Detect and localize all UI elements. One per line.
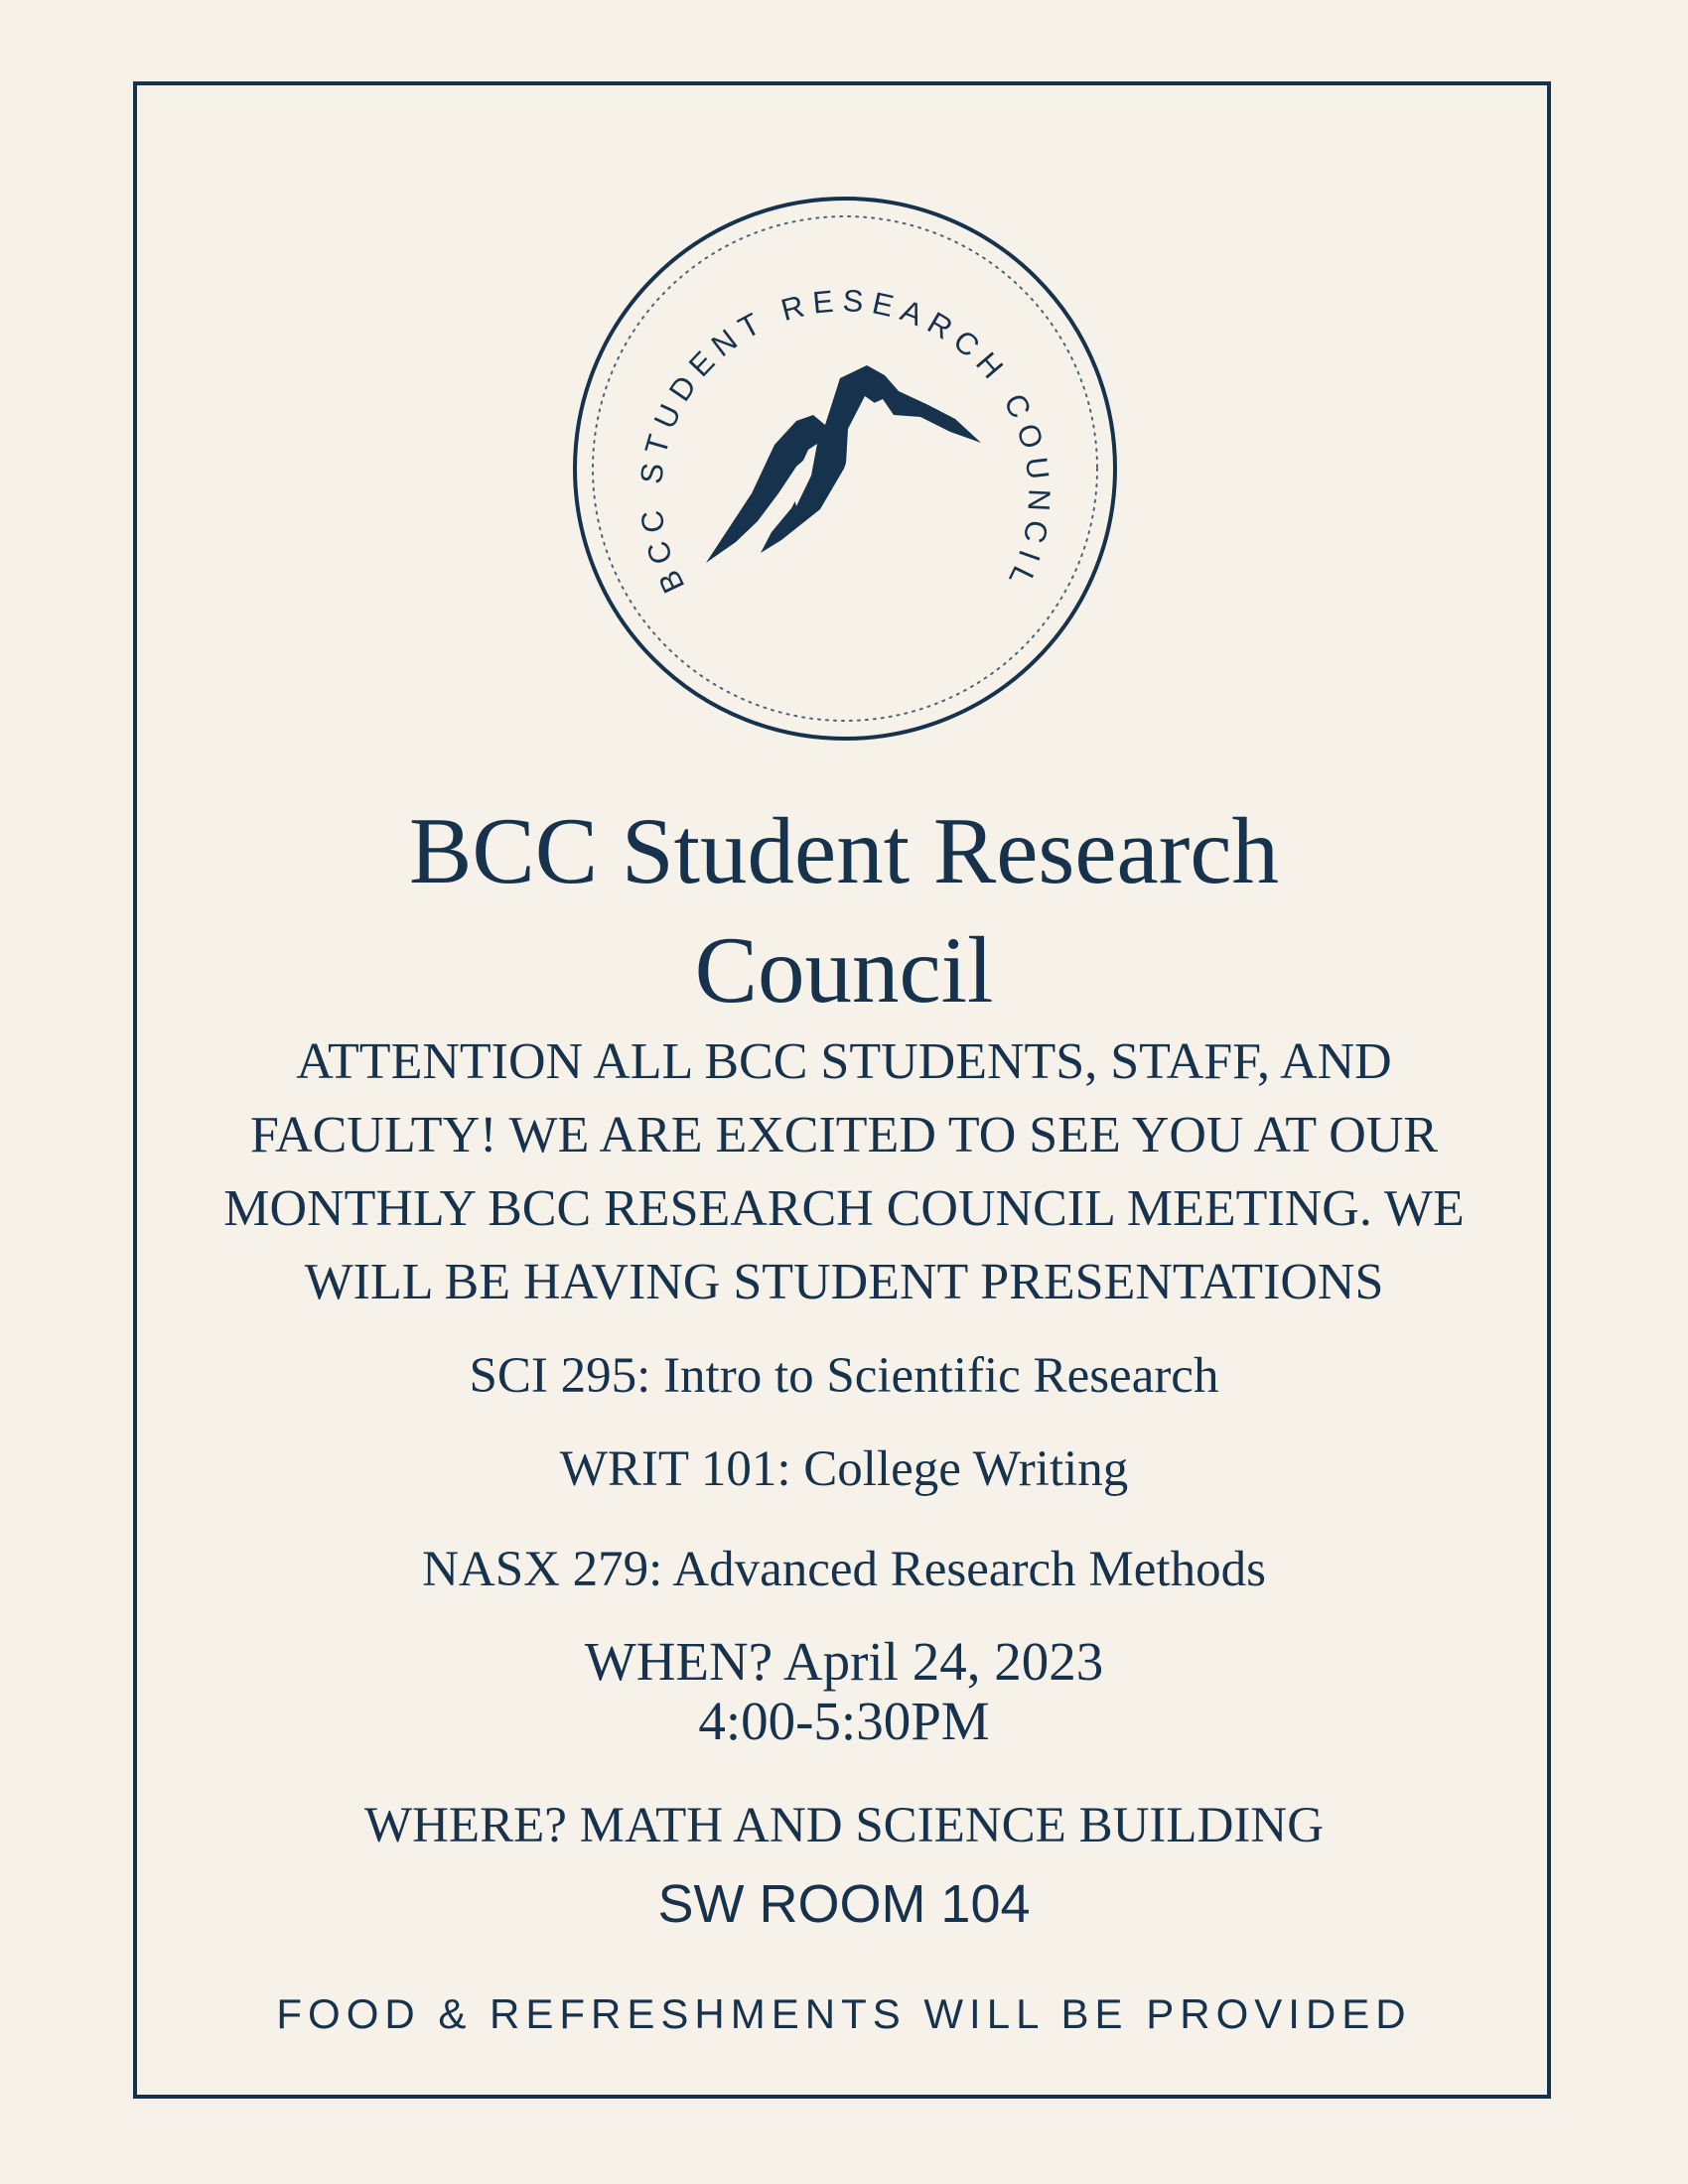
event-room: SW ROOM 104 — [657, 1874, 1031, 1934]
announcement-line-4: WILL BE HAVING STUDENT PRESENTATIONS — [304, 1254, 1384, 1310]
page-title-line-1: BCC Student Research — [408, 798, 1279, 903]
event-when-line-2: 4:00-5:30PM — [698, 1691, 990, 1751]
course-item-3: NASX 279: Advanced Research Methods — [422, 1542, 1266, 1597]
seal-text: BCC STUDENT RESEARCH COUNCIL — [633, 283, 1057, 599]
event-where-line-1: WHERE? MATH AND SCIENCE BUILDING — [363, 1798, 1325, 1853]
refreshments-note: FOOD & REFRESHMENTS WILL BE PROVIDED — [276, 1990, 1412, 2037]
council-seal-logo — [571, 195, 1119, 743]
announcement-line-3: MONTHLY BCC RESEARCH COUNCIL MEETING. WE — [223, 1180, 1465, 1237]
page-title-line-2: Council — [694, 917, 994, 1023]
course-item-1: SCI 295: Intro to Scientific Research — [469, 1348, 1219, 1404]
announcement-line-1: ATTENTION ALL BCC STUDENTS, STAFF, AND — [296, 1033, 1392, 1090]
course-item-2: WRIT 101: College Writing — [559, 1441, 1129, 1497]
event-when-line-1: WHEN? April 24, 2023 — [584, 1631, 1104, 1692]
mountain-icon — [706, 365, 981, 563]
announcement-line-2: FACULTY! WE ARE EXCITED TO SEE YOU AT OUR — [249, 1107, 1439, 1163]
